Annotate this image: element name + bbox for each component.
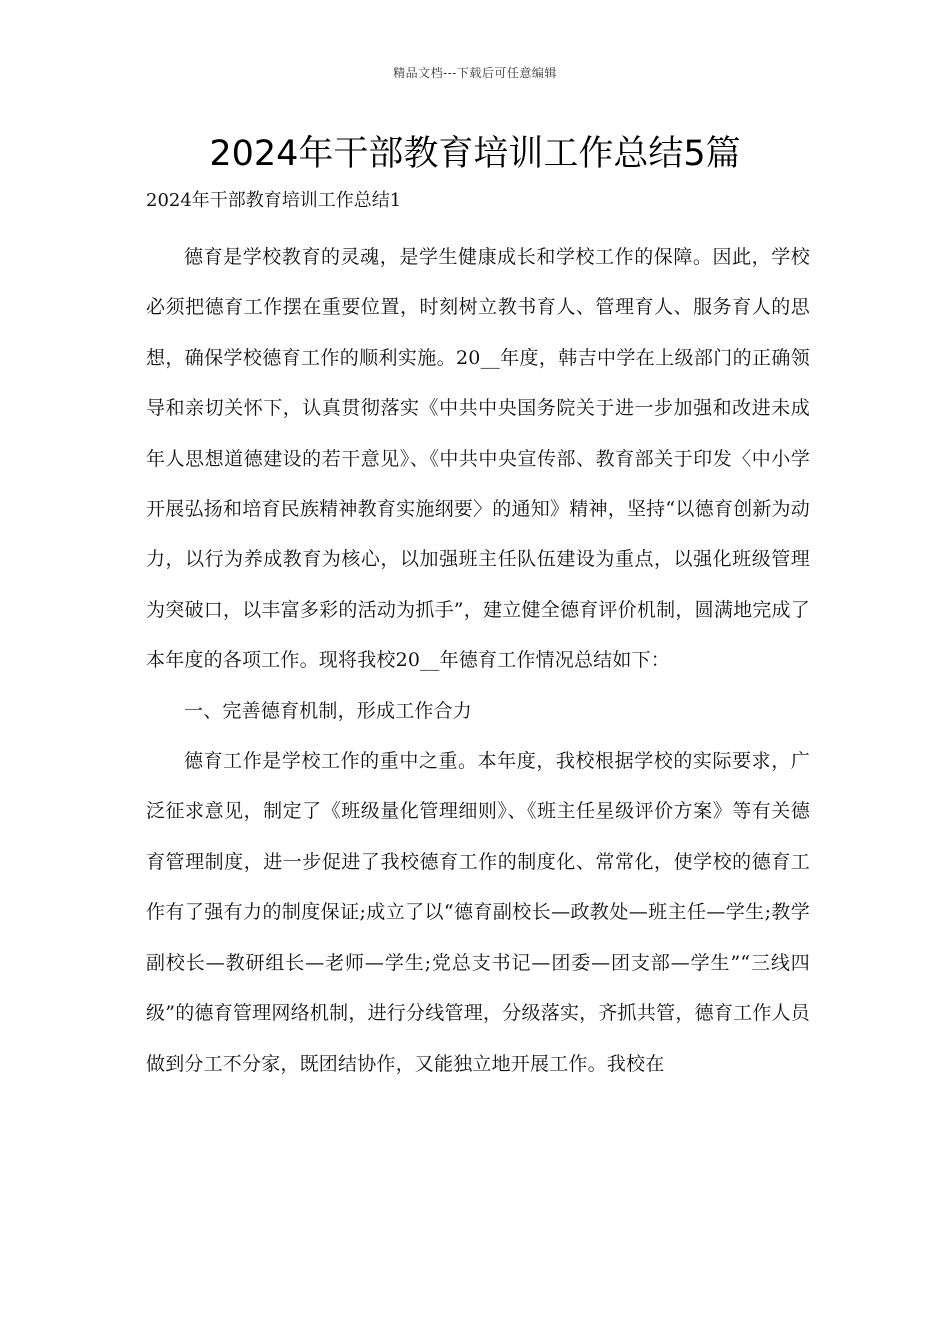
document-body [146,232,810,1089]
header-note: 精品文档---下载后可任意编辑 [393,66,557,80]
body-paragraph-1: 德育是学校教育的灵魂，是学生健康成长和学校工作的保障。因此，学校必须把德育工作摆在重要位置，时刻树立教书育人、管理育人、服务育人的思想，确保学校德育工作的顺利实施。20__年度，韩吉中学在上级部门的正确领导和亲切关怀下，认真贯彻落实《中共中央国务院关于进一步加强和改进未成年人思想道德建设的若干意见》、《中共中央宣传部、教育部关于印发〈中小学开展弘扬和培育民族精神教育实施纲要〉的通知》精神，坚持“以德育创新为动力，以行为养成教育为核心，以加强班主任队伍建设为重点，以强化班级管理为突破口，以丰富多彩的活动为抓手”，建立健全德育评价机制，圆满地完成了本年度的各项工作。现将我校20__年德育工作情况总结如下： [146,246,810,672]
section-subtitle: 2024年干部教育培训工作总结1 [146,190,402,211]
document-title: 2024年干部教育培训工作总结5篇 [209,134,741,174]
body-paragraph-2: 德育工作是学校工作的重中之重。本年度，我校根据学校的实际要求，广泛征求意见，制定了《班级量化管理细则》、《班主任星级评价方案》等有关德育管理制度，进一步促进了我校德育工作的制度化、常常化，使学校的德育工作有了强有力的制度保证;成立了以“德育副校长—政教处—班主任—学生;教学副校长—教研组长—老师—学生;党总支书记—团委—团支部—学生”“三线四级”的德育管理网络机制，进行分线管理，分级落实，齐抓共管，德育工作人员做到分工不分家，既团结协作，又能独立地开展工作。我校在 [146,750,810,1075]
section-heading-1: 一、完善德育机制，形成工作合力 [184,699,473,722]
